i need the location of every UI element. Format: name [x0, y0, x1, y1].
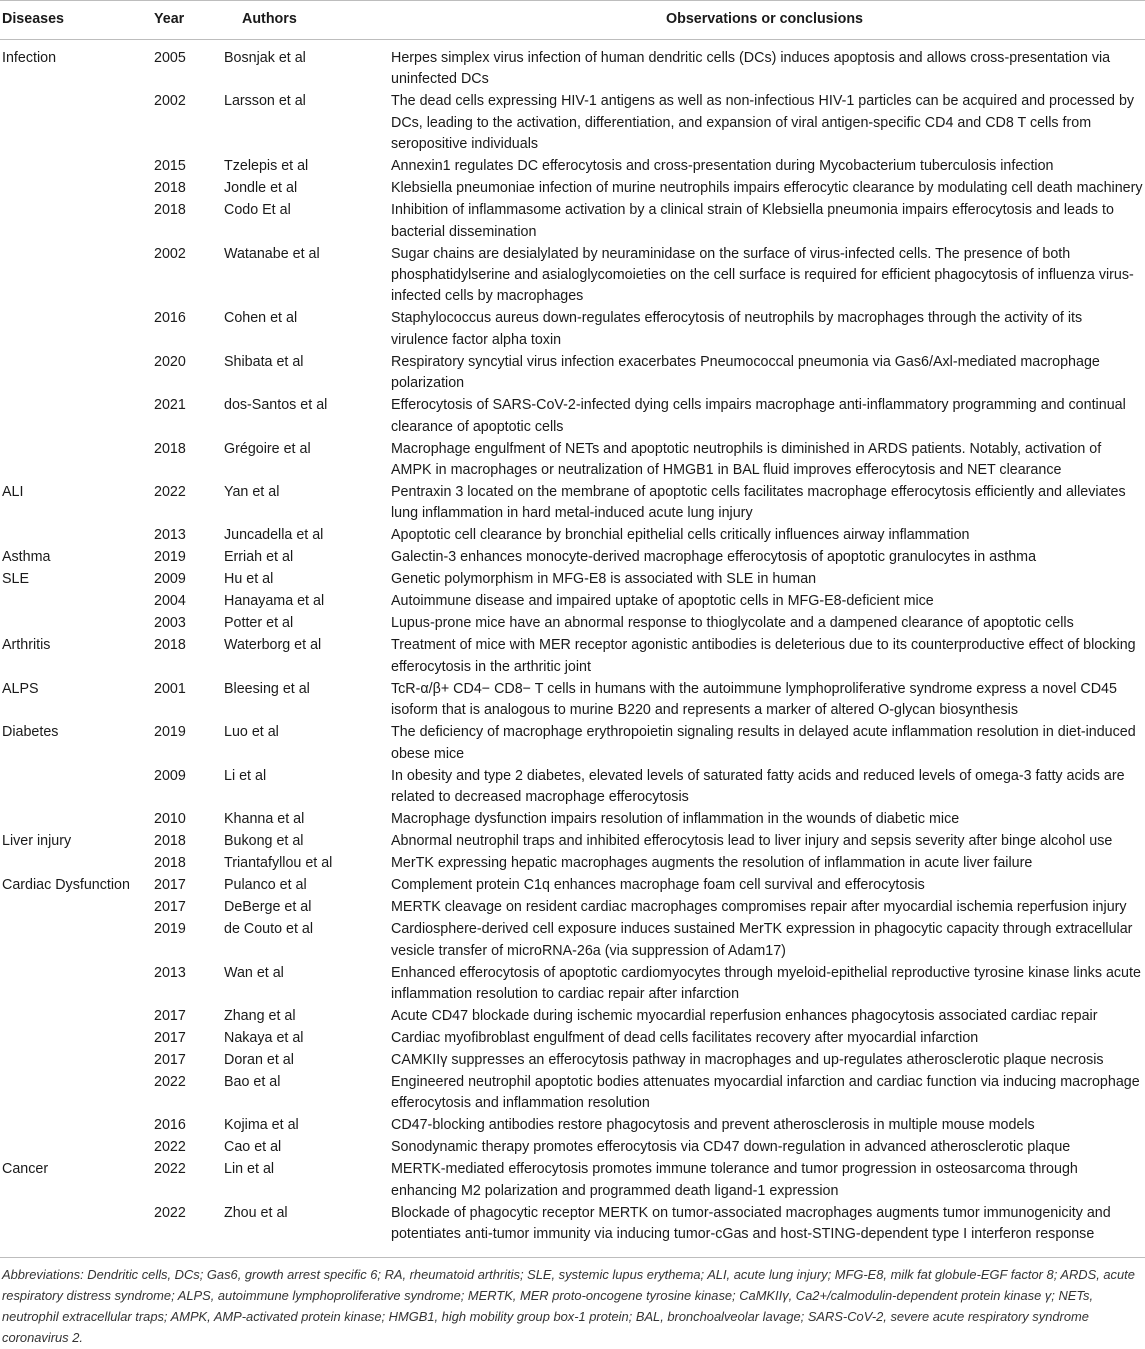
table-row: [0, 352, 1145, 395]
table-row: [0, 395, 1145, 438]
year-cell: 2016: [154, 1117, 186, 1134]
observation-cell: Enhanced efferocytosis of apoptotic cardiomyocytes through myeloid-epithelial reproductive tyrosine kinase links acute inflammation resolution to cardiac repair after infarction: [391, 964, 1141, 1002]
table-row: [0, 766, 1145, 809]
authors-cell: Bao et al: [224, 1073, 281, 1090]
authors-cell: Jondle et al: [224, 180, 298, 197]
disease-cell: [0, 156, 150, 178]
year-cell: 2002: [154, 93, 186, 110]
disease-cell: [0, 91, 150, 156]
observation-cell: In obesity and type 2 diabetes, elevated levels of saturated fatty acids and reduced levels of omega-3 fatty acids are related to decreased macrophage efferocytosis: [391, 767, 1125, 806]
authors-cell: Larsson et al: [224, 93, 306, 110]
table-row: [0, 156, 1145, 178]
authors-cell: Bukong et al: [224, 833, 304, 850]
header-year: Year: [150, 1, 210, 40]
table-row: [0, 1006, 1145, 1028]
observation-cell: Macrophage dysfunction impairs resolution of inflammation in the wounds of diabetic mice: [391, 811, 960, 828]
year-cell: 2018: [154, 440, 186, 457]
authors-cell: Zhang et al: [224, 1007, 296, 1024]
disease-cell: [0, 919, 150, 962]
observation-cell: The dead cells expressing HIV-1 antigens as well as non-infectious HIV-1 particles can be acquired and processed by DCs, leading to the activation, differentiation, and expansion of viral antigen-specific CD4 and CD8 T cells from seropositive individuals: [391, 93, 1135, 153]
authors-cell: Waterborg et al: [224, 637, 322, 654]
authors-cell: de Couto et al: [224, 921, 314, 938]
observation-cell: Sugar chains are desialylated by neuraminidase on the surface of virus-infected cells. The presence of both phosphatidylserine and asialoglycomoieties on the cell surface is required for efficient phagocytosis of influenza virus-infected cells by macrophages: [391, 245, 1134, 305]
disease-cell: Cancer: [2, 1161, 49, 1178]
observation-cell: Cardiosphere-derived cell exposure induces sustained MerTK expression in phagocytic capacity through extracellular vesicle transfer of microRNA-26a (via suppression of Adam17): [391, 921, 1133, 959]
observation-cell: CD47-blocking antibodies restore phagocytosis and prevent atherosclerosis in multiple mouse models: [391, 1117, 1035, 1134]
authors-cell: Nakaya et al: [224, 1029, 304, 1046]
disease-cell: [0, 766, 150, 809]
disease-cell: [0, 1072, 150, 1115]
table-row: [0, 875, 1145, 897]
observation-cell: Inhibition of inflammasome activation by a clinical strain of Klebsiella pneumonia impairs efferocytosis and leads to bacterial dissemination: [391, 202, 1114, 240]
observation-cell: Klebsiella pneumoniae infection of murine neutrophils impairs efferocytic clearance by modulating cell death machinery: [391, 180, 1143, 197]
table-row: [0, 1115, 1145, 1137]
observation-cell: Staphylococcus aureus down-regulates efferocytosis of neutrophils by macrophages through the activity of its virulence factor alpha toxin: [391, 310, 1083, 348]
authors-cell: Bleesing et al: [224, 680, 310, 697]
authors-cell: dos-Santos et al: [224, 397, 328, 414]
year-cell: 2013: [154, 527, 186, 544]
observation-cell: Apoptotic cell clearance by bronchial epithelial cells critically influences airway inflammation: [391, 527, 970, 544]
disease-cell: Arthritis: [2, 637, 51, 654]
disease-cell: Asthma: [2, 549, 51, 566]
authors-cell: Wan et al: [224, 964, 284, 981]
disease-cell: Liver injury: [2, 833, 72, 850]
observation-cell: Cardiac myofibroblast engulfment of dead cells facilitates recovery after myocardial infarction: [391, 1029, 979, 1046]
observation-cell: MERTK-mediated efferocytosis promotes immune tolerance and tumor progression in osteosarcoma through enhancing M2 polarization and programmed death ligand-1 expression: [391, 1161, 1078, 1199]
observation-cell: Efferocytosis of SARS-CoV-2-infected dying cells impairs macrophage anti-inflammatory programming and continual clearance of apoptotic cells: [391, 397, 1126, 435]
year-cell: 2013: [154, 964, 186, 981]
observation-cell: Herpes simplex virus infection of human dendritic cells (DCs) induces apoptosis and allows cross-presentation via uninfected DCs: [391, 50, 1111, 88]
disease-cell: Cardiac Dysfunction: [2, 877, 130, 894]
table-footnote: Abbreviations: Dendritic cells, DCs; Gas6, growth arrest specific 6; RA, rheumatoid arthritis; SLE, systemic lupus erythema; ALI, acute lung injury; MFG-E8, milk fat globule-EGF factor 8; ARDS, acute respiratory distress syndrome; ALPS, autoimmune lymphoproliferative syndrome; MERTK, MER proto-oncogene tyrosine kinase; CaMKIIγ, Ca2+/calmodulin-dependent protein kinase γ; NETs, neutrophil extracellular traps; AMPK, AMP-activated protein kinase; HMGB1, high mobility group box-1 protein; BAL, bronchoalveolar lavage; SARS-CoV-2, severe acute respiratory syndrome coronavirus 2.: [2, 1266, 1135, 1346]
disease-cell: [0, 853, 150, 875]
observation-cell: Pentraxin 3 located on the membrane of apoptotic cells facilitates macrophage efferocytosis efficiently and alleviates lung inflammation in hard metal-induced acute lung injury: [391, 484, 1126, 522]
year-cell: 2003: [154, 615, 186, 632]
year-cell: 2018: [154, 202, 186, 219]
table-row: [0, 482, 1145, 525]
table-row: [0, 178, 1145, 200]
observation-cell: Autoimmune disease and impaired uptake of apoptotic cells in MFG-E8-deficient mice: [391, 593, 934, 610]
observation-cell: Galectin-3 enhances monocyte-derived macrophage efferocytosis of apoptotic granulocytes in asthma: [391, 549, 1037, 566]
header-observations: Observations or conclusions: [384, 1, 1145, 40]
disease-cell: Infection: [2, 50, 57, 66]
authors-cell: Potter et al: [224, 615, 294, 632]
year-cell: 2016: [154, 310, 186, 327]
observation-cell: Macrophage engulfment of NETs and apoptotic neutrophils is diminished in ARDS patients. Notably, activation of AMPK in macrophages or neutralization of HMGB1 in BAL fluid improves efferocytosis and NET clearance: [391, 440, 1102, 479]
year-cell: 2018: [154, 833, 186, 850]
table-row: [0, 1159, 1145, 1202]
year-cell: 2017: [154, 1007, 186, 1024]
table-row: [0, 1028, 1145, 1050]
disease-cell: [0, 591, 150, 613]
observation-cell: MERTK cleavage on resident cardiac macrophages compromises repair after myocardial ischemia reperfusion injury: [391, 899, 1127, 916]
year-cell: 2010: [154, 811, 186, 828]
year-cell: 2017: [154, 877, 186, 894]
table-row: [0, 1050, 1145, 1072]
authors-cell: Hanayama et al: [224, 593, 325, 610]
year-cell: 2017: [154, 1051, 186, 1068]
observation-cell: Complement protein C1q enhances macrophage foam cell survival and efferocytosis: [391, 877, 925, 894]
year-cell: 2015: [154, 158, 186, 175]
year-cell: 2018: [154, 637, 186, 654]
table-header-row: [0, 1, 1145, 40]
table-row: [0, 635, 1145, 678]
disease-cell: [0, 613, 150, 635]
year-cell: 2002: [154, 245, 186, 262]
authors-cell: Pulanco et al: [224, 877, 307, 894]
observation-cell: Genetic polymorphism in MFG-E8 is associated with SLE in human: [391, 571, 817, 588]
authors-cell: Khanna et al: [224, 811, 305, 828]
authors-cell: Juncadella et al: [224, 527, 324, 544]
disease-cell: [0, 1137, 150, 1159]
authors-cell: Lin et al: [224, 1161, 275, 1178]
authors-cell: Li et al: [224, 767, 267, 784]
authors-cell: DeBerge et al: [224, 899, 312, 916]
authors-cell: Zhou et al: [210, 1203, 384, 1257]
table-row: [0, 722, 1145, 765]
authors-cell: Grégoire et al: [224, 440, 311, 457]
disease-cell: SLE: [2, 571, 30, 588]
disease-cell: [0, 244, 150, 309]
table-row: [0, 439, 1145, 482]
table-row: [0, 613, 1145, 635]
table-row: [0, 1072, 1145, 1115]
year-cell: 2004: [154, 593, 186, 610]
table-row: [0, 1203, 1145, 1257]
year-cell: 2021: [154, 397, 186, 414]
disease-cell: [0, 1050, 150, 1072]
disease-cell: [0, 439, 150, 482]
authors-cell: Cao et al: [224, 1139, 282, 1156]
table-row: [0, 308, 1145, 351]
observation-cell: Annexin1 regulates DC efferocytosis and cross-presentation during Mycobacterium tuberculosis infection: [391, 158, 1054, 175]
header-authors: Authors: [210, 1, 384, 40]
authors-cell: Doran et al: [224, 1051, 294, 1068]
authors-cell: Shibata et al: [224, 353, 304, 370]
authors-cell: Yan et al: [224, 484, 280, 501]
table-row: [0, 1137, 1145, 1159]
disease-cell: ALPS: [2, 680, 39, 697]
observation-cell: Treatment of mice with MER receptor agonistic antibodies is deleterious due to its counterproductive effect of blocking efferocytosis in the arthritic joint: [391, 637, 1136, 675]
authors-cell: Hu et al: [224, 571, 274, 588]
year-cell: 2017: [154, 1029, 186, 1046]
year-cell: 2019: [154, 549, 186, 566]
table-row: [0, 831, 1145, 853]
observation-cell: Sonodynamic therapy promotes efferocytosis via CD47 down-regulation in advanced atherosclerotic plaque: [391, 1139, 1071, 1156]
observation-cell: CAMKIIγ suppresses an efferocytosis pathway in macrophages and up-regulates atherosclerotic plaque necrosis: [391, 1051, 1104, 1068]
authors-cell: Watanabe et al: [224, 245, 320, 262]
disease-cell: [0, 963, 150, 1006]
disease-cell: [0, 352, 150, 395]
table-row: [0, 525, 1145, 547]
table-row: [0, 40, 1145, 92]
year-cell: 2019: [154, 724, 186, 741]
observation-cell: TcR-α/β+ CD4− CD8− T cells in humans with the autoimmune lymphoproliferative syndrome express a novel CD45 isoform that is analogous to murine B220 and represents a marker of altered O-glycan biosynthesis: [391, 680, 1117, 719]
disease-cell: [0, 897, 150, 919]
observation-cell: MerTK expressing hepatic macrophages augments the resolution of inflammation in acute liver failure: [391, 855, 1033, 872]
year-cell: 2022: [154, 484, 186, 501]
authors-cell: Codo Et al: [224, 202, 291, 219]
table-body: [0, 40, 1145, 1258]
table-row: [0, 244, 1145, 309]
disease-cell: [0, 395, 150, 438]
table-row: [0, 200, 1145, 243]
year-cell: 2001: [154, 680, 186, 697]
table-row: [0, 919, 1145, 962]
observation-cell: Blockade of phagocytic receptor MERTK on tumor-associated macrophages augments tumor immunogenicity and potentiates anti-tumor immunity via inducing tumor-cGas and host-STING-dependent type I interferon response: [384, 1203, 1145, 1257]
disease-cell: [0, 1028, 150, 1050]
year-cell: 2022: [154, 1139, 186, 1156]
year-cell: 2005: [154, 50, 186, 66]
year-cell: 2022: [154, 1161, 186, 1178]
header-diseases: Diseases: [0, 1, 150, 40]
authors-cell: Tzelepis et al: [224, 158, 309, 175]
authors-cell: Luo et al: [224, 724, 279, 741]
authors-cell: Triantafyllou et al: [224, 855, 333, 872]
observation-cell: Respiratory syncytial virus infection exacerbates Pneumococcal pneumonia via Gas6/Axl-mediated macrophage polarization: [391, 353, 1100, 392]
table-row: [0, 897, 1145, 919]
year-cell: 2018: [154, 855, 186, 872]
disease-cell: [0, 308, 150, 351]
year-cell: 2017: [154, 899, 186, 916]
authors-cell: Kojima et al: [224, 1117, 299, 1134]
disease-cell: [0, 178, 150, 200]
table-row: [0, 547, 1145, 569]
authors-cell: Bosnjak et al: [224, 50, 306, 66]
table-row: [0, 569, 1145, 591]
year-cell: 2020: [154, 353, 186, 370]
year-cell: 2022: [150, 1203, 210, 1257]
authors-cell: Cohen et al: [224, 310, 298, 327]
table-row: [0, 679, 1145, 722]
table-row: [0, 591, 1145, 613]
observation-cell: Lupus-prone mice have an abnormal response to thioglycolate and a dampened clearance of apoptotic cells: [391, 615, 1074, 632]
observation-cell: The deficiency of macrophage erythropoietin signaling results in delayed acute inflammation resolution in diet-induced obese mice: [391, 724, 1136, 762]
disease-cell: Diabetes: [2, 724, 59, 741]
disease-cell: [0, 1115, 150, 1137]
disease-cell: [0, 1203, 150, 1257]
year-cell: 2009: [154, 767, 186, 784]
table-row: [0, 809, 1145, 831]
observation-cell: Acute CD47 blockade during ischemic myocardial reperfusion enhances phagocytosis associated cardiac repair: [391, 1007, 1098, 1024]
year-cell: 2009: [154, 571, 186, 588]
year-cell: 2022: [154, 1073, 186, 1090]
year-cell: 2018: [154, 180, 186, 197]
table-row: [0, 963, 1145, 1006]
observation-cell: Abnormal neutrophil traps and inhibited efferocytosis lead to liver injury and sepsis severity after binge alcohol use: [391, 833, 1113, 850]
authors-cell: Erriah et al: [224, 549, 294, 566]
observation-cell: Engineered neutrophil apoptotic bodies attenuates myocardial infarction and cardiac function via inducing macrophage efferocytosis and inflammation resolution: [391, 1073, 1140, 1112]
disease-cell: [0, 1006, 150, 1028]
disease-cell: [0, 525, 150, 547]
disease-cell: [0, 200, 150, 243]
disease-cell: [0, 809, 150, 831]
disease-cell: ALI: [2, 484, 24, 501]
table-row: [0, 91, 1145, 156]
table-row: [0, 853, 1145, 875]
year-cell: 2019: [154, 921, 186, 938]
